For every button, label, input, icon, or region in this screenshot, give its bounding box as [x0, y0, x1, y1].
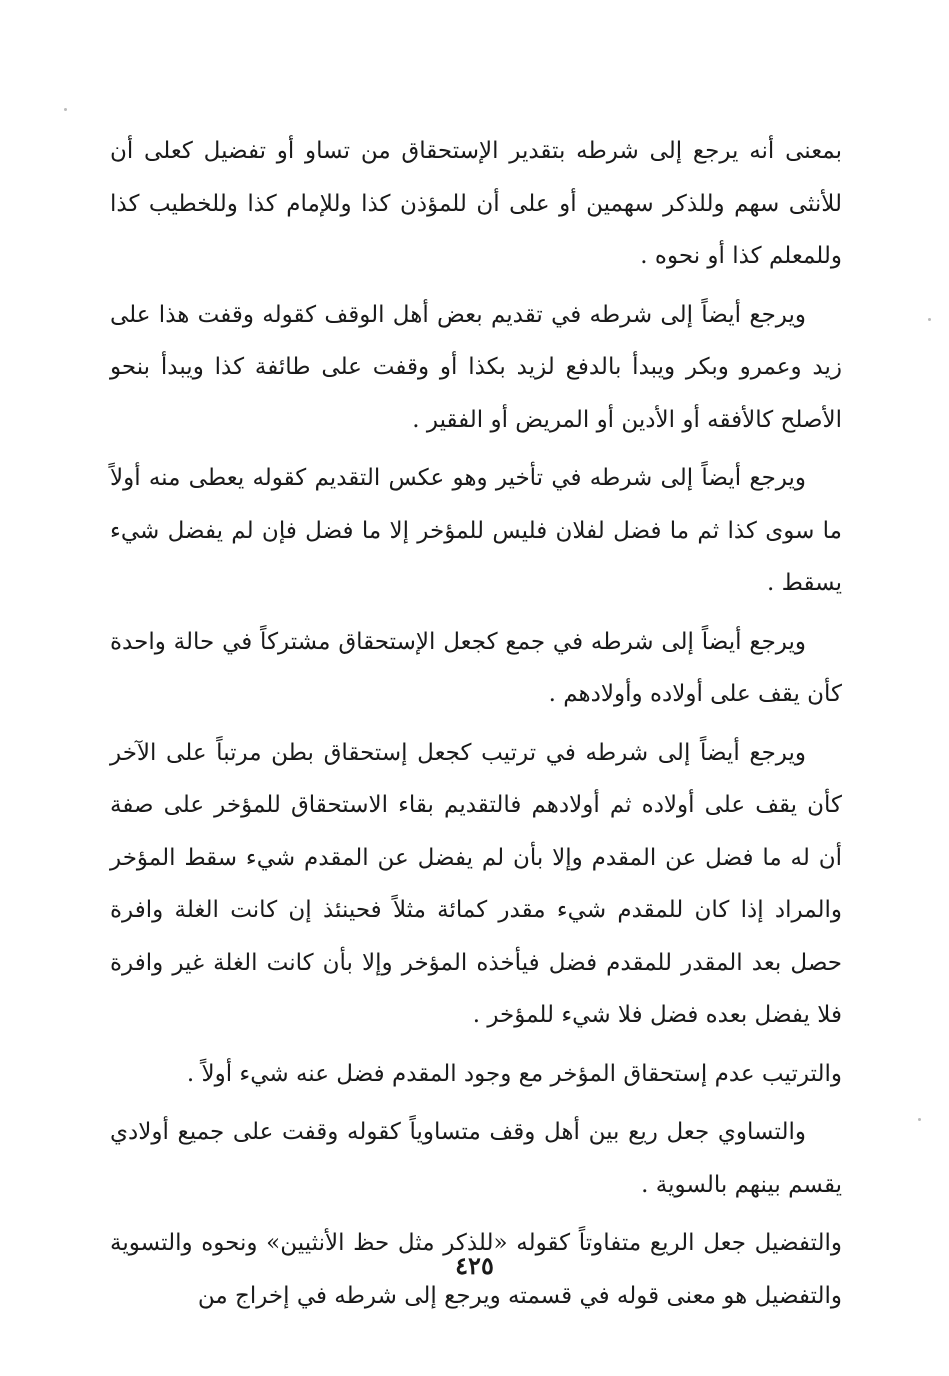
paragraph-5: ويرجع أيضاً إلى شرطه في ترتيب كجعل إستحقاق بطن مرتباً على الآخر كأن يقف على أولاده ثم أولادهم فالتقديم بقاء الاستحقاق للمؤخر على صفة أن له ما فضل عن المقدم وإلا بأن لم يفضل عن المقدم شيء سقط المؤخر والمراد إذا كان للمقدم شيء مقدر كمائة مثلاً فحينئذ إن كانت الغلة وافرة حصل بعد المقدر للمقدم فضل فيأخذه المؤخر وإلا بأن كانت الغلة غير وافرة فلا يفضل بعده فضل فلا شيء للمؤخر . [110, 739, 842, 1028]
paragraph-8: والتفضيل جعل الريع متفاوتاً كقوله «للذكر مثل حظ الأنثيين» ونحوه والتسوية والتفضيل هو معنى قوله في قسمته ويرجع إلى شرطه في إخراج من [110, 1230, 842, 1309]
body-text [110, 125, 842, 1328]
scan-speck [928, 318, 931, 321]
page-number: ٤٢٥ [455, 1251, 494, 1280]
paragraph-4: ويرجع أيضاً إلى شرطه في جمع كجعل الإستحقاق مشتركاً في حالة واحدة كأن يقف على أولاده وأولادهم . [110, 628, 842, 707]
scan-speck [918, 1118, 921, 1121]
paragraph-7: والتساوي جعل ريع بين أهل وقف متساوياً كقوله وقفت على جميع أولادي يقسم بينهم بالسوية . [110, 1119, 842, 1198]
scan-speck [64, 108, 67, 111]
paragraph-3: ويرجع أيضاً إلى شرطه في تأخير وهو عكس التقديم كقوله يعطى منه أولاً ما سوى كذا ثم ما فضل لفلان فليس للمؤخر إلا ما فضل فإن لم يفضل شيء يسقط . [110, 465, 842, 596]
paragraph-2: ويرجع أيضاً إلى شرطه في تقديم بعض أهل الوقف كقوله وقفت هذا على زيد وعمرو وبكر ويبدأ بالدفع لزيد بكذا أو وقفت على طائفة كذا ويبدأ بنحو الأصلح كالأفقه أو الأدين أو المريض أو الفقير . [110, 301, 842, 433]
paragraph-6: والترتيب عدم إستحقاق المؤخر مع وجود المقدم فضل عنه شيء أولاً . [186, 1060, 842, 1087]
paragraph-1: بمعنى أنه يرجع إلى شرطه بتقدير الإستحقاق من تساو أو تفضيل كعلى أن للأنثى سهم وللذكر سهمين أو على أن للمؤذن كذا وللإمام كذا وللخطيب كذا وللمعلم كذا أو نحوه . [110, 138, 842, 269]
